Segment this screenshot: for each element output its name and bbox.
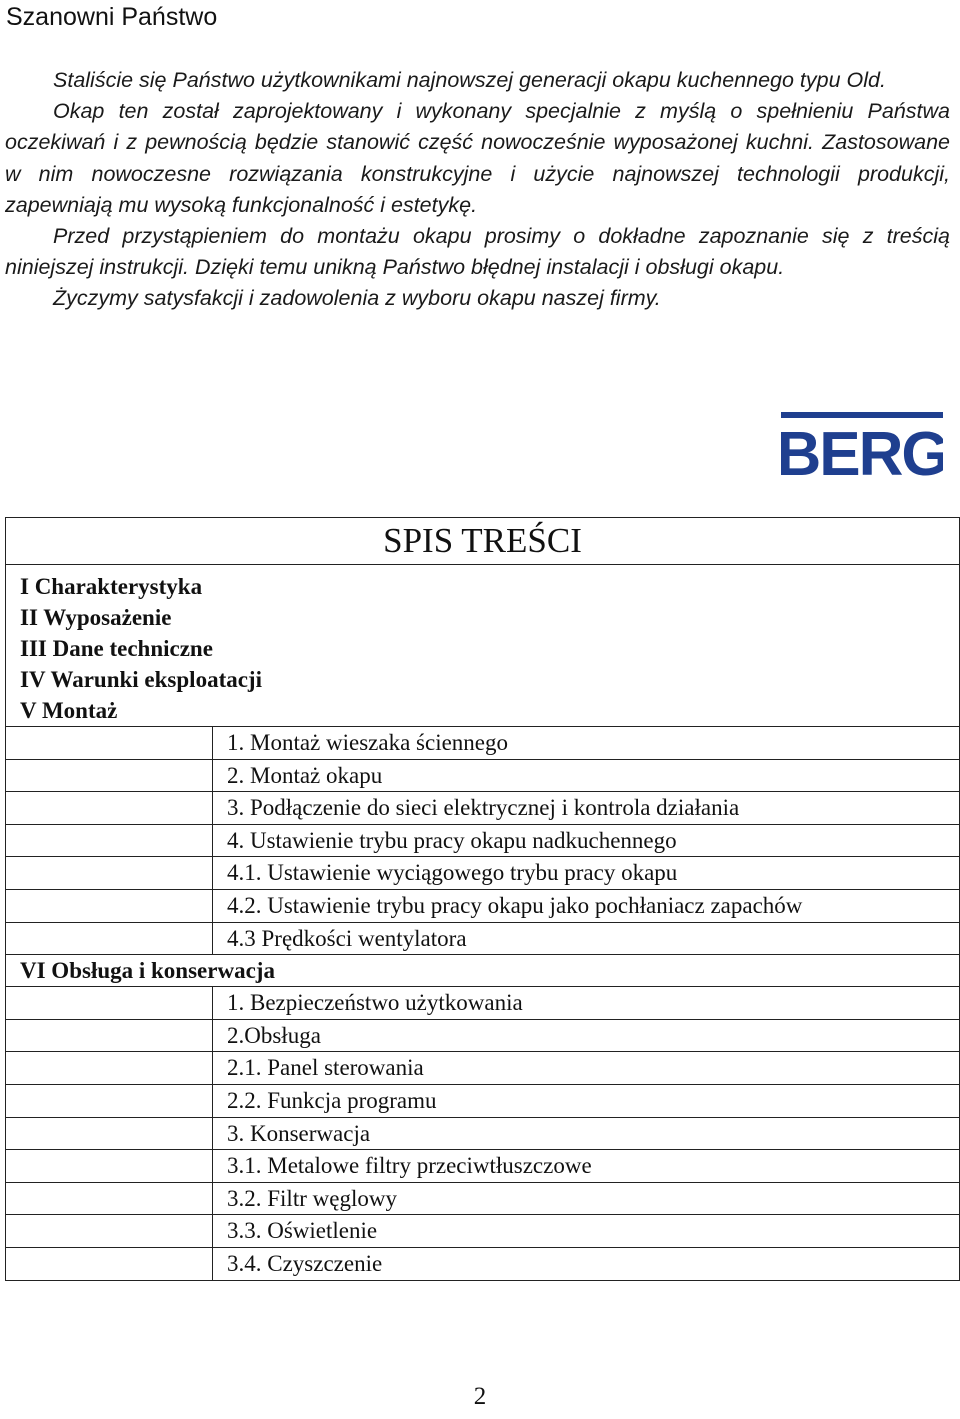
- toc-item[interactable]: 3.4. Czyszczenie: [213, 1247, 960, 1280]
- intro-paragraph: Staliście się Państwo użytkownikami najnowszej generacji okapu kuchennego typu Old.: [53, 68, 886, 92]
- toc-chapter[interactable]: VI Obsługa i konserwacja: [6, 955, 960, 987]
- toc-item[interactable]: 1. Montaż wieszaka ściennego: [213, 727, 960, 760]
- toc-item[interactable]: 4. Ustawienie trybu pracy okapu nadkuchennego: [213, 824, 960, 857]
- toc-item[interactable]: 4.2. Ustawienie trybu pracy okapu jako pochłaniacz zapachów: [213, 889, 960, 922]
- intro-text: [5, 65, 950, 315]
- toc-item[interactable]: 2.2. Funkcja programu: [213, 1084, 960, 1117]
- greeting-heading: Szanowni Państwo: [6, 3, 218, 31]
- toc-item[interactable]: 2. Montaż okapu: [213, 759, 960, 792]
- toc-item[interactable]: 3. Podłączenie do sieci elektrycznej i kontrola działania: [213, 792, 960, 825]
- berg-logo: [781, 412, 943, 480]
- toc-title-cell: [6, 518, 960, 565]
- toc-item[interactable]: 1. Bezpieczeństwo użytkowania: [213, 987, 960, 1020]
- toc-item[interactable]: 3.2. Filtr węglowy: [213, 1182, 960, 1215]
- toc-item[interactable]: 4.1. Ustawienie wyciągowego trybu pracy okapu: [213, 857, 960, 890]
- toc-item[interactable]: 2.1. Panel sterowania: [213, 1052, 960, 1085]
- toc-item[interactable]: 3.3. Oświetlenie: [213, 1215, 960, 1248]
- toc-item[interactable]: 2.Obsługa: [213, 1019, 960, 1052]
- logo-wordmark: BERG: [781, 420, 943, 480]
- toc-chapter[interactable]: V Montaż: [6, 695, 960, 727]
- toc-chapter[interactable]: I Charakterystyka: [6, 571, 960, 602]
- page-number: 2: [473, 1383, 487, 1410]
- intro-paragraph: Okap ten został zaprojektowany i wykonany specjalnie z myślą o spełnieniu Państwa oczekiwań i z pewnością będzie stanowić część nowocześnie wyposażonej kuchni. Zastosowane w nim nowoczesne rozwiązania konstrukcyjne i użycie najnowszej technologii produkcji, zapewniają mu wysoką funkcjonalność i estetykę.: [5, 99, 950, 217]
- toc-chapter[interactable]: III Dane techniczne: [6, 633, 960, 664]
- toc-title: SPIS TREŚCI: [383, 521, 582, 560]
- toc-item[interactable]: 4.3 Prędkości wentylatora: [213, 922, 960, 955]
- intro-paragraph: Przed przystąpieniem do montażu okapu prosimy o dokładne zapoznanie się z treścią niniejszej instrukcji. Dzięki temu unikną Państwo błędnej instalacji i obsługi okapu.: [5, 224, 950, 280]
- toc-item[interactable]: 3. Konserwacja: [213, 1117, 960, 1150]
- toc-item[interactable]: 3.1. Metalowe filtry przeciwtłuszczowe: [213, 1150, 960, 1183]
- intro-paragraph: Życzymy satysfakcji i zadowolenia z wyboru okapu naszej firmy.: [53, 286, 661, 311]
- toc-chapter[interactable]: II Wyposażenie: [6, 602, 960, 633]
- toc-chapter[interactable]: IV Warunki eksploatacji: [6, 664, 960, 695]
- table-of-contents: [5, 517, 960, 1281]
